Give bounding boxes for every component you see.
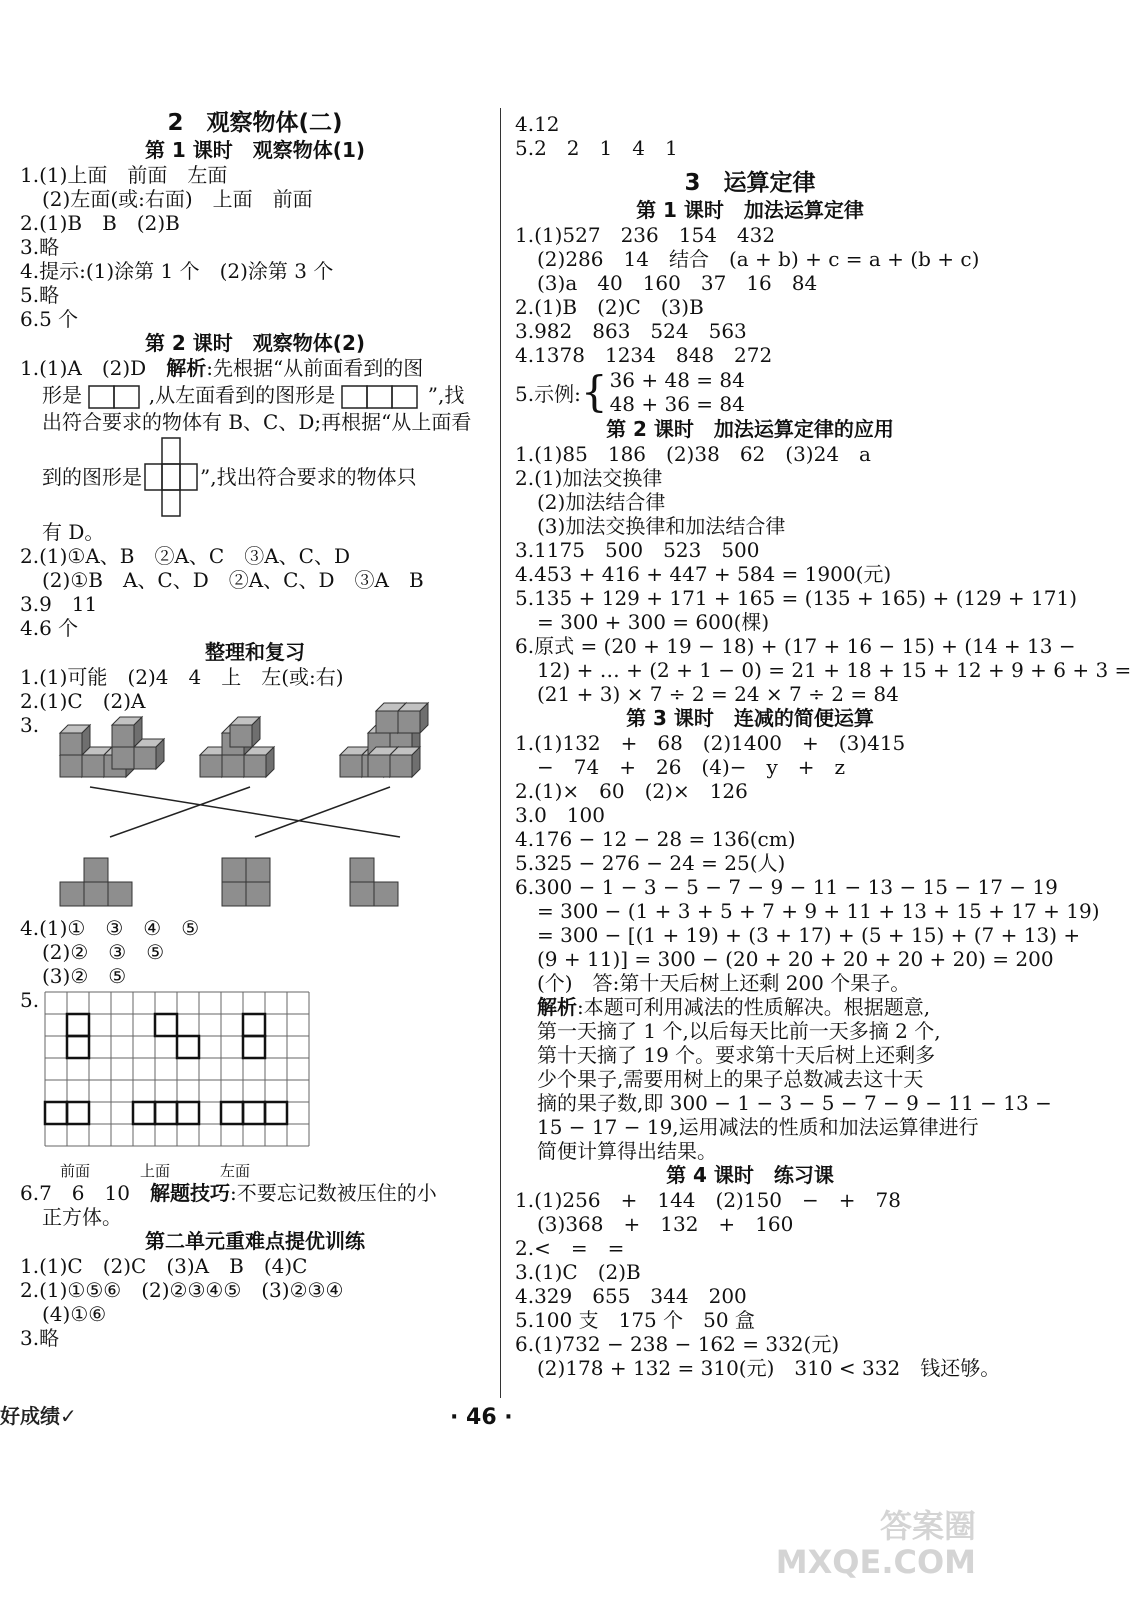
answer-line: 3.1175 500 523 500 [515,538,760,562]
answer-line: 1.(1)527 236 154 432 [515,223,776,247]
analysis-label: 解析 [537,995,577,1019]
grid-answer-cell [243,1036,265,1058]
grid-labels [60,1160,490,1181]
left-column [20,108,490,1350]
answer-line: 简便计算得出结果。 [537,1139,717,1163]
answer-line: (2)② ③ ⑤ [42,940,165,964]
answer-line: 1.(1)85 186 (2)38 62 (3)24 a [515,442,871,466]
grid-answer-cell [67,1036,89,1058]
answer-line: 形是 ,从左面看到的图形是 ”,找 [20,380,490,410]
review-title: 整理和复习 [205,640,305,664]
answer-line: 3.982 863 524 563 [515,319,747,343]
answer-line: 2.(1)B (2)C (3)B [515,295,704,319]
answer-line: 有 D。 [42,520,105,544]
grid-label-front: 前面 [60,1162,91,1180]
right-column [515,112,1131,1380]
answer-line: (3)368 + 132 + 160 [537,1212,794,1236]
answer-line: (2)286 14 结合 (a + b) + c = a + (b + c) [537,247,980,271]
answer-line: 1.(1)A (2)D 解析:先根据“从前面看到的图 [20,356,424,380]
answer-line: 到的图形是 ”,找出符合要求的物体只 [20,434,490,520]
answer-line: (3)② ⑤ [42,964,127,988]
answer-line: 5.示例: { 36 + 48 = 84 48 + 36 = 84 [515,367,745,416]
lesson-2-title: 第 2 课时 加法运算定律的应用 [606,417,894,441]
answer-line: 出符合要求的物体有 B、C、D;再根据“从上面看 [42,410,472,434]
answer-line: 12) + … + (2 + 1 − 0) = 21 + 18 + 15 + 12 + 9 + 6 + 3 = [537,658,1131,682]
watermark: 答案圈 MXQE.COM [775,1507,976,1581]
answer-line: 2.(1)B B (2)B [20,211,180,235]
answer-line: 摘的果子数,即 300 − 1 − 3 − 5 − 7 − 9 − 11 − 13 − [537,1091,1052,1115]
answer-line: 第一天摘了 1 个,以后每天比前一天多摘 2 个, [537,1019,941,1043]
answer-line: 解析:本题可利用减法的性质解决。根据题意, [537,995,931,1019]
grid-question [20,988,490,1160]
grid-answer-cell [177,1102,199,1124]
lesson-2-title: 第 2 课时 观察物体(2) [144,331,366,355]
answer-line: 4.(1)① ③ ④ ⑤ [20,916,200,940]
answer-line: 3.9 11 [20,592,98,616]
lesson-4-title: 第 4 课时 练习课 [666,1163,834,1187]
answer-line: 6.7 6 10 解题技巧:不要忘记数被压住的小 [20,1181,437,1205]
answer-line: 正方体。 [42,1205,122,1229]
answer-line: 5.略 [20,283,60,307]
answer-line: 3.略 [20,235,60,259]
answer-line: 1.(1)132 + 68 (2)1400 + (3)415 [515,731,906,755]
answer-line: 6.5 个 [20,307,79,331]
answer-line: 3. [20,713,40,737]
lesson-1-title: 第 1 课时 加法运算定律 [636,198,864,222]
grid-answer-cell [67,1014,89,1036]
answer-line: (个) 答:第十天后树上还剩 200 个果子。 [537,971,911,995]
left-view-figure [341,384,421,410]
answer-line: 第十天摘了 19 个。要求第十天后树上还剩多 [537,1043,936,1067]
answer-line: 4.329 655 344 200 [515,1284,747,1308]
answer-line: 2.(1)①⑤⑥ (2)②③④⑤ (3)②③④ [20,1278,344,1302]
lesson-3-title: 第 3 课时 连减的简便运算 [626,706,874,730]
grid-answer-cell [67,1102,89,1124]
grid-label-left: 左面 [220,1162,251,1180]
answer-line: 4.12 [515,112,560,136]
answer-line: 5. [20,988,40,1012]
page-number: · 46 · [450,1405,513,1430]
answer-line: 2.(1)C (2)A [20,689,146,713]
answer-line: (2)①B A、C、D ②A、C、D ③A B [42,568,424,592]
answer-line: 5.2 2 1 4 1 [515,136,678,160]
answer-line: 2.< = = [515,1236,625,1260]
analysis-label: 解析 [166,356,207,380]
answer-line: (2)178 + 132 = 310(元) 310 < 332 钱还够。 [537,1356,1001,1380]
answer-line: (3)a 40 160 37 16 84 [537,271,818,295]
matching-figure [50,717,470,907]
answer-line: 5.325 − 276 − 24 = 25(人) [515,851,786,875]
training-title: 第二单元重难点提优训练 [145,1229,365,1253]
answer-line: 6.(1)732 − 238 − 162 = 332(元) [515,1332,840,1356]
brand-logo: 好成绩✓ [0,1404,77,1428]
grid-answer-cell [155,1102,177,1124]
answer-line: 3.(1)C (2)B [515,1260,641,1284]
answer-line: = 300 − (1 + 3 + 5 + 7 + 9 + 11 + 13 + 15 + 17 + 19) [537,899,1100,923]
answer-line: 4.6 个 [20,616,79,640]
answer-line: 6.300 − 1 − 3 − 5 − 7 − 9 − 11 − 13 − 15 − 17 − 19 [515,875,1058,899]
answer-line: (2)左面(或:右面) 上面 前面 [42,187,313,211]
tip-label: 解题技巧 [149,1181,230,1205]
answer-line: 2.(1)× 60 (2)× 126 [515,779,748,803]
answer-line: 2.(1)加法交换律 [515,466,663,490]
answer-line: 1.(1)256 + 144 (2)150 − + 78 [515,1188,901,1212]
grid-answer-cell [155,1014,177,1036]
answer-line: 15 − 17 − 19,运用减法的性质和加法运算律进行 [537,1115,979,1139]
answer-line: (21 + 3) × 7 ÷ 2 = 24 × 7 ÷ 2 = 84 [537,682,899,706]
unit-3-title: 3 运算定律 [684,170,816,196]
answer-line: 4.提示:(1)涂第 1 个 (2)涂第 3 个 [20,259,334,283]
unit-2-title: 2 观察物体(二) [167,110,343,136]
brace: { [580,367,608,416]
answer-line: 少个果子,需要用树上的果子总数减去这十天 [537,1067,924,1091]
answer-line: 3.略 [20,1326,60,1350]
answer-line: = 300 − [(1 + 19) + (3 + 17) + (5 + 15) + (7 + 13) + [537,923,1081,947]
answer-line: 5.100 支 175 个 50 盒 [515,1308,755,1332]
drawing-grid [43,990,313,1160]
answer-line: 4.453 + 416 + 447 + 584 = 1900(元) [515,562,892,586]
answer-line: 4.1378 1234 848 272 [515,343,773,367]
grid-answer-cell [243,1102,265,1124]
grid-answer-cell [243,1014,265,1036]
grid-answer-cell [177,1036,199,1058]
answer-line: 2.(1)①A、B ②A、C ③A、C、D [20,544,351,568]
checkmark-icon: ✓ [60,1404,77,1428]
column-divider [500,108,501,1398]
answer-line: 4.176 − 12 − 28 = 136(cm) [515,827,796,851]
answer-line: − 74 + 26 (4)− y + z [537,755,846,779]
answer-line: 1.(1)可能 (2)4 4 上 左(或:右) [20,665,344,689]
answer-line: (2)加法结合律 [537,490,666,514]
lesson-1-title: 第 1 课时 观察物体(1) [144,138,366,162]
top-view-figure [144,437,198,517]
answer-line: (4)①⑥ [42,1302,107,1326]
grid-answer-cell [133,1102,155,1124]
answer-line: = 300 + 300 = 600(棵) [537,610,770,634]
answer-line: 6.原式 = (20 + 19 − 18) + (17 + 16 − 15) + (14 + 13 − [515,634,1076,658]
answer-line: 1.(1)上面 前面 左面 [20,163,228,187]
grid-answer-cell [45,1102,67,1124]
answer-line: 3.0 100 [515,803,605,827]
grid-answer-cell [221,1102,243,1124]
answer-line: 1.(1)C (2)C (3)A B (4)C [20,1254,308,1278]
answer-line: (9 + 11)] = 300 − (20 + 20 + 20 + 20 + 20) = 200 [537,947,1054,971]
answer-line: (3)加法交换律和加法结合律 [537,514,786,538]
grid-label-top: 上面 [140,1162,171,1180]
grid-answer-cell [265,1102,287,1124]
answer-line: 5.135 + 129 + 171 + 165 = (135 + 165) + (129 + 171) [515,586,1077,610]
front-view-figure [88,384,142,410]
